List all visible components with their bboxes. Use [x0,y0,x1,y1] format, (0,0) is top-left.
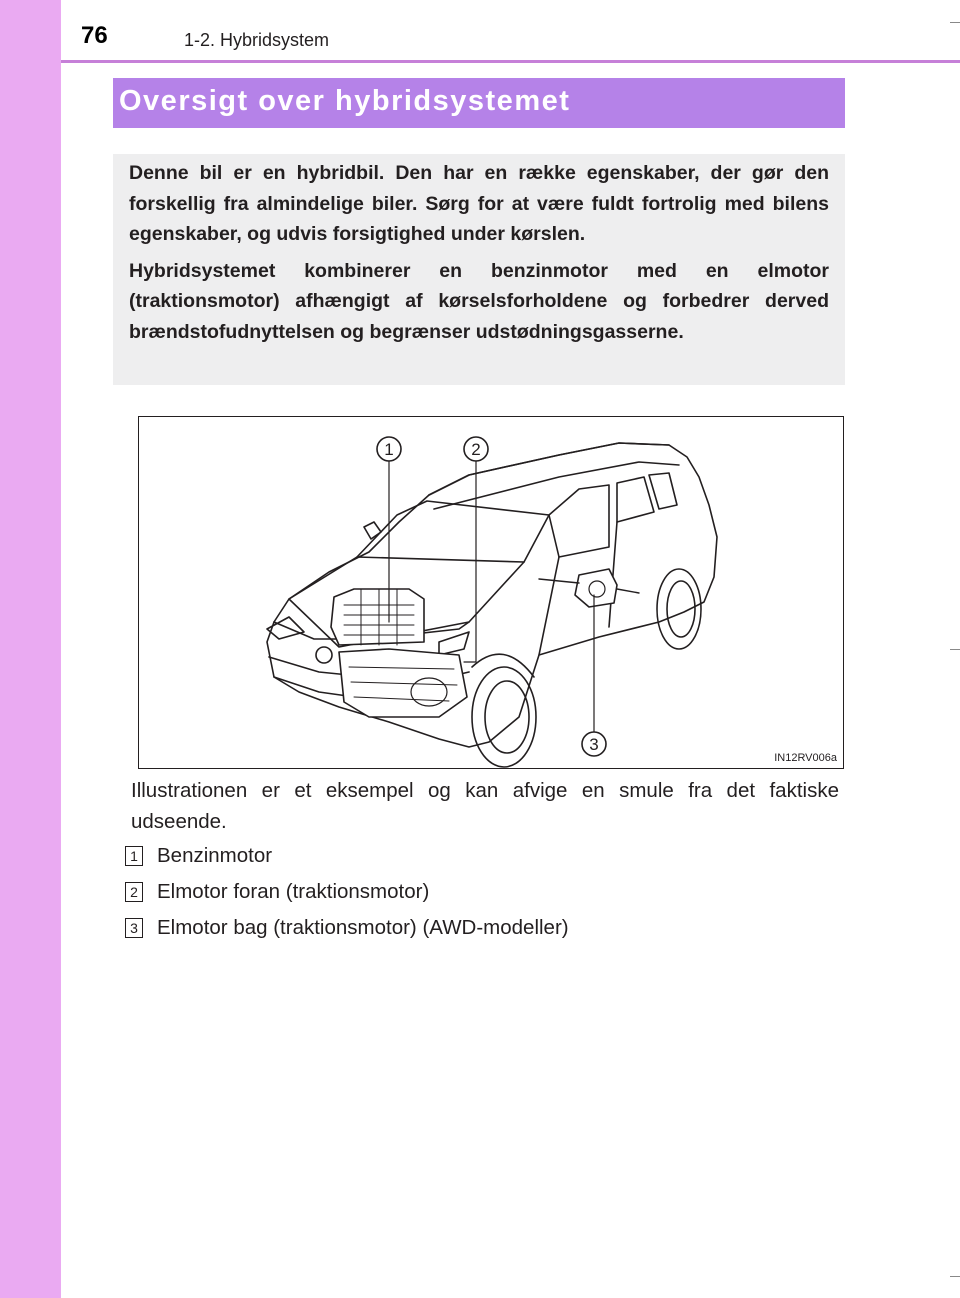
leader-line-2 [464,461,476,662]
page-number: 76 [81,22,108,49]
intro-paragraph-1: Denne bil er en hybridbil. Den har en række egenskaber, der gør den forskellig fra almindelige biler. Sørg for at være fuldt fortrolig med bilens egenskaber, og udvis forsigtighed under kørslen. [129,162,829,245]
hybrid-system-illustration [138,416,844,769]
title-bar [113,78,845,128]
front-side-window [549,485,609,557]
brand-emblem [316,647,332,663]
callout-3-label: 3 [589,735,599,754]
rear-motor-shape [575,569,617,607]
intro-paragraph-2: Hybridsystemet kombinerer en benzinmotor med en elmotor (traktionsmotor) afhængigt af kørselsforholdene og forbedrer derved brændstofudnyttelsen og begrænser udstødningsgasserne. [129,259,829,343]
legend-number: 3 [125,918,143,938]
section-label: 1-2. Hybridsystem [184,30,330,50]
car-body [267,443,717,747]
legend-number: 2 [125,882,143,902]
legend-text: Benzinmotor [157,844,273,867]
crop-mark [950,22,960,23]
figure-code: IN12RV006a [774,752,837,764]
callout-2-label: 2 [471,440,481,459]
legend-number: 1 [125,846,143,866]
legend-item [125,916,569,940]
legend-item [125,880,429,904]
legend-text: Elmotor bag (traktionsmotor) (AWD-modeller) [157,916,569,939]
gasoline-engine-shape [331,589,424,645]
figure-caption: Illustrationen er et eksempel og kan afvige en smule fra det faktiske udseende. [131,779,839,833]
legend-item [125,844,272,868]
side-tab [0,0,61,1298]
header-rule [61,60,960,63]
rear-side-window [617,477,654,522]
crop-mark [950,1276,960,1277]
intro-box [113,154,845,385]
crop-mark [950,649,960,650]
legend-text: Elmotor foran (traktionsmotor) [157,880,430,903]
callout-1-label: 1 [384,440,394,459]
car-drawing [139,417,843,768]
windshield [357,501,549,562]
page-title: Oversigt over hybridsystemet [119,85,571,117]
